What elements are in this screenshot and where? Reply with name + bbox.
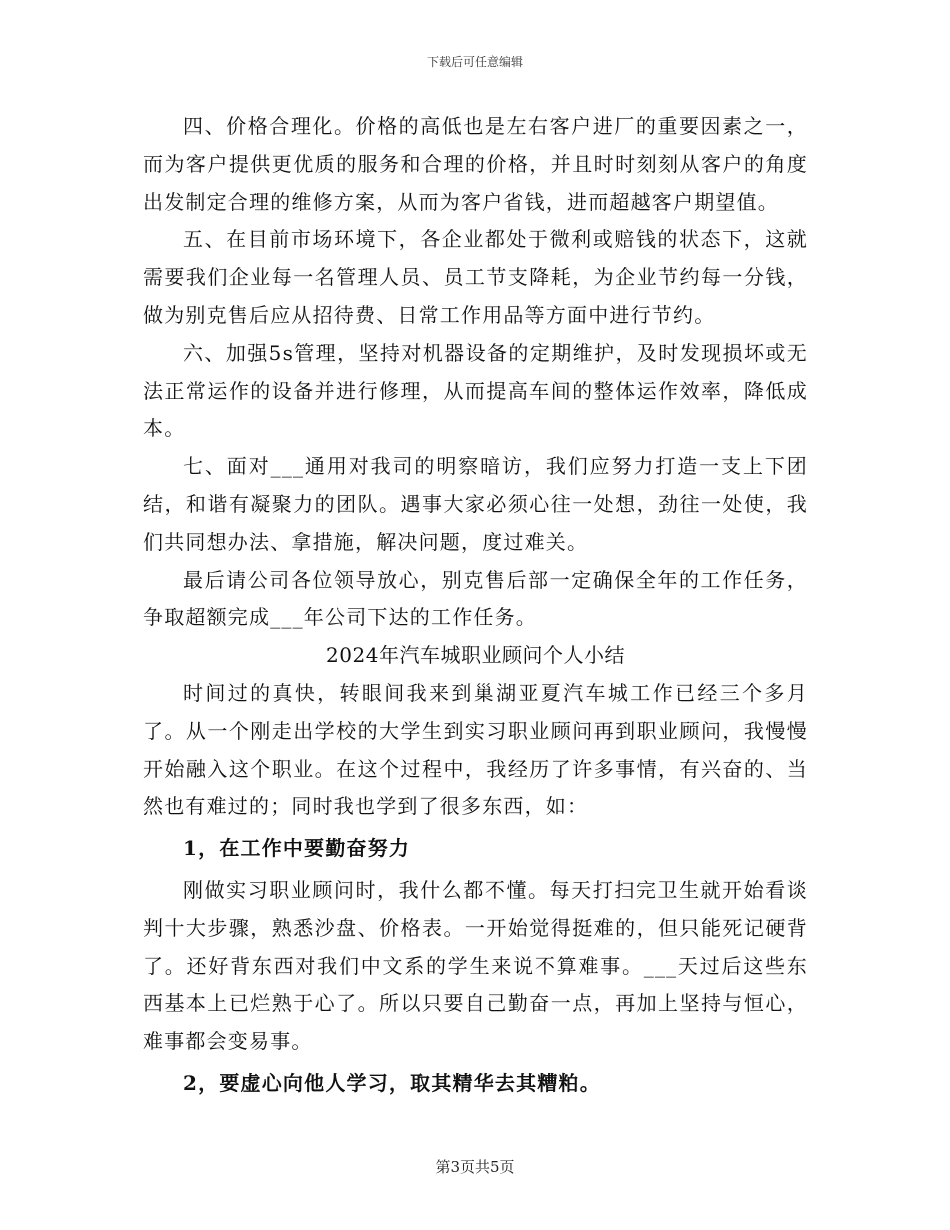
paragraph-cost-saving: 五、在目前市场环境下，各企业都处于微利或赔钱的状态下，这就需要我们企业每一名管理人员、员工节支降耗，为企业节约每一分钱，做为别克售后应从招待费、日常工作用品等方面中进行节约。 [143, 227, 808, 327]
section-title: 2024年汽车城职业顾问个人小结 [326, 643, 625, 668]
paragraph-team: 七、面对___通用对我司的明察暗访，我们应努力打造一支上下团结，和谐有凝聚力的团队。遇事大家必须心往一处想，劲往一处使，我们共同想办法、拿措施，解决问题，度过难关。 [143, 454, 808, 554]
paragraph-5s-management: 六、加强5s管理，坚持对机器设备的定期维护，及时发现损坏或无法正常运作的设备并进行修理，从而提高车间的整体运作效率，降低成本。 [143, 340, 808, 441]
paragraph-price: 四、价格合理化。价格的高低也是左右客户进厂的重要因素之一，而为客户提供更优质的服务和合理的价格，并且时时刻刻从客户的角度出发制定合理的维修方案，从而为客户省钱，进而超越客户期望值。 [143, 114, 808, 214]
subheading-learning: 2，要虚心向他人学习，取其精华去其糟粕。 [183, 1070, 601, 1095]
page-footer: 第3页共5页 [435, 1158, 515, 1176]
paragraph-diligence: 刚做实习职业顾问时，我什么都不懂。每天打扫完卫生就开始看谈判十大步骤，熟悉沙盘、价格表。一开始觉得挺难的，但只能死记硬背了。还好背东西对我们中文系的学生来说不算难事。___天过后这些东西基本上已烂熟于心了。所以只要自己勤奋一点，再加上坚持与恒心，难事都会变易事。 [143, 877, 808, 1054]
subheading-diligence: 1，在工作中要勤奋努力 [183, 836, 411, 861]
document-body [143, 108, 808, 1107]
page-header: 下载后可任意编辑 [426, 55, 523, 69]
paragraph-intro: 时间过的真快，转眼间我来到巢湖亚夏汽车城工作已经三个多月了。从一个刚走出学校的大学生到实习职业顾问再到职业顾问，我慢慢开始融入这个职业。在这个过程中，我经历了许多事情，有兴奋的、当然也有难过的；同时我也学到了很多东西，如： [143, 680, 808, 819]
paragraph-closing: 最后请公司各位领导放心，别克售后部一定确保全年的工作任务，争取超额完成___年公司下达的工作任务。 [143, 567, 808, 630]
